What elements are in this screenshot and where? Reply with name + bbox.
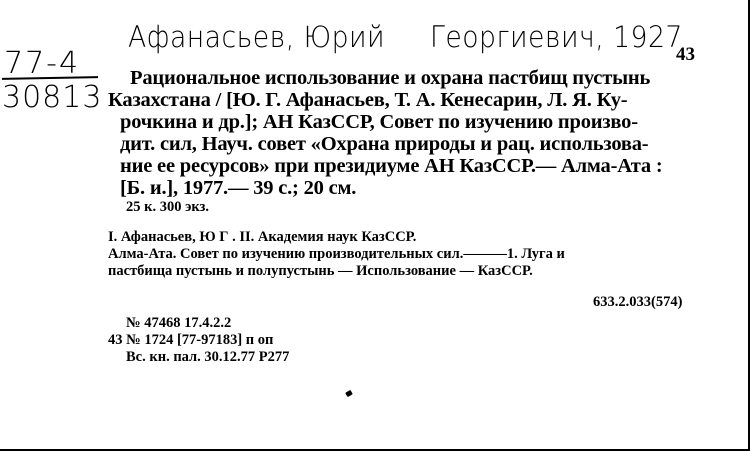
title-line-2: Казахстана / [Ю. Г. Афанасьев, Т. А. Кенесарин, Л. Я. Ку-: [108, 89, 628, 111]
handwritten-shelf-code-top: 77-4: [4, 46, 81, 81]
registry-line-2: 43 № 1724 [77-97183] п оп: [108, 332, 274, 348]
title-line-4: дит. сил, Науч. совет «Охрана природы и рац. использова-: [120, 133, 649, 155]
card-number: 43: [676, 44, 695, 65]
title-line-5: ние ее ресурсов» при президиуме АН КазССР.— Алма-Ата :: [120, 155, 663, 177]
tracing-line-3: пастбища пустынь и полупустынь — Использование — КазССР.: [108, 263, 533, 279]
ink-speck: [345, 390, 353, 397]
price-and-print-run: 25 к. 300 экз.: [126, 199, 209, 215]
handwritten-patronymic-year: Георгиевич, 1927: [430, 20, 683, 54]
title-line-1: Рациональное использование и охрана пастбищ пустынь: [130, 67, 651, 89]
title-line-6: [Б. и.], 1977.— 39 с.; 20 см.: [120, 177, 357, 199]
registry-line-1: № 47468 17.4.2.2: [126, 315, 232, 331]
registry-line-3: Вс. кн. пал. 30.12.77 Р277: [126, 349, 290, 365]
handwritten-author-name: Афанасьев, Юрий: [128, 20, 386, 54]
tracing-line-1: I. Афанасьев, Ю Г . II. Академия наук КазССР.: [108, 229, 417, 245]
tracing-line-2: Алма-Ата. Совет по изучению производительных сил.———1. Луга и: [108, 246, 565, 262]
udc-classification: 633.2.033(574): [593, 294, 683, 310]
title-line-3: рочкина и др.]; АН КазССР, Совет по изучению произво-: [120, 111, 638, 133]
handwritten-shelf-code-bottom: 30813: [2, 80, 103, 115]
